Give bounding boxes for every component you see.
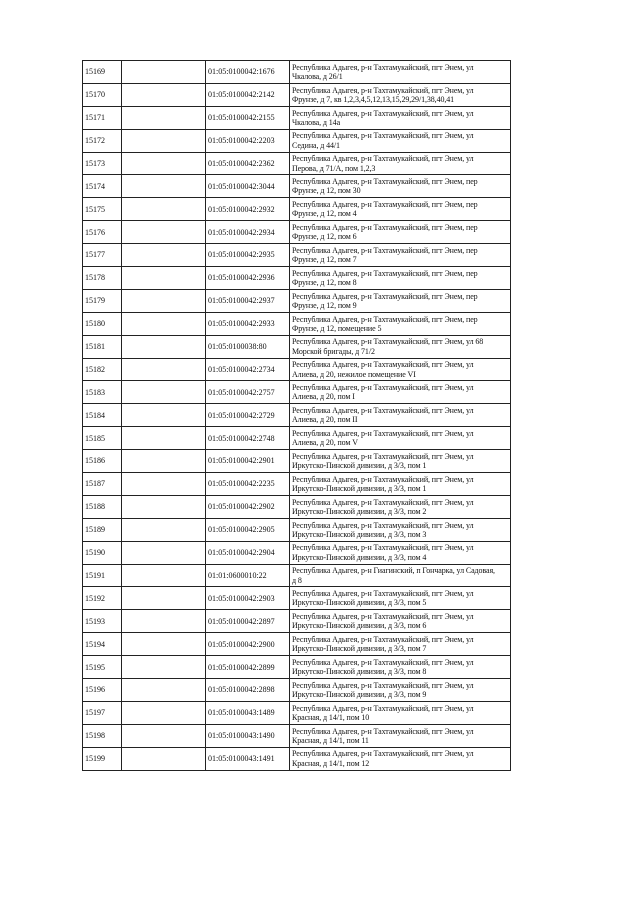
table-row xyxy=(83,747,511,770)
table-row xyxy=(83,541,511,564)
row-number-cell: 15193 xyxy=(83,610,122,633)
address-line: Республика Адыгея, р-н Тахтамукайский, пгт Энем, ул xyxy=(292,406,474,416)
address-line: Республика Адыгея, р-н Тахтамукайский, пгт Энем, ул xyxy=(292,497,474,507)
address-line: Иркутско-Пинской дивизии, д 3/3, пом 5 xyxy=(292,598,427,608)
address-line: Республика Адыгея, р-н Тахтамукайский, пгт Энем, ул xyxy=(292,154,474,164)
address-line: Фрунзе, д 12, пом 30 xyxy=(292,186,361,196)
address-line: Республика Адыгея, р-н Тахтамукайский, пгт Энем, пер xyxy=(292,222,478,232)
table-row xyxy=(83,633,511,656)
cadastral-number-cell: 01:05:0100042:2905 xyxy=(206,518,290,541)
row-number-cell: 15184 xyxy=(83,404,122,427)
empty-cell xyxy=(122,564,206,587)
empty-cell xyxy=(122,198,206,221)
table-row xyxy=(83,244,511,267)
cadastral-number-cell: 01:01:0600010:22 xyxy=(206,564,290,587)
address-line: Иркутско-Пинской дивизии, д 3/3, пом 3 xyxy=(292,529,427,539)
property-registry-table xyxy=(82,60,511,771)
table-row xyxy=(83,404,511,427)
table-row xyxy=(83,129,511,152)
address-line: Республика Адыгея, р-н Тахтамукайский, пгт Энем, пер xyxy=(292,314,478,324)
address-cell xyxy=(290,312,511,335)
table-row xyxy=(83,495,511,518)
address-line: Иркутско-Пинской дивизии, д 3/3, пом 4 xyxy=(292,552,427,562)
address-line: Фрунзе, д 7, кв 1,2,3,4,5,12,13,15,29,29/1,38,40,41 xyxy=(292,94,455,104)
table-row xyxy=(83,289,511,312)
table-row xyxy=(83,518,511,541)
address-line: Алиева, д 20, пом II xyxy=(292,415,358,425)
row-number-cell: 15185 xyxy=(83,427,122,450)
address-cell xyxy=(290,381,511,404)
address-cell xyxy=(290,701,511,724)
table-row xyxy=(83,83,511,106)
cadastral-number-cell: 01:05:0100042:2734 xyxy=(206,358,290,381)
address-line: Красная, д 14/1, пом 12 xyxy=(292,758,370,768)
address-line: Алиева, д 20, пом V xyxy=(292,438,358,448)
address-cell xyxy=(290,61,511,84)
table-row xyxy=(83,61,511,84)
table-row xyxy=(83,656,511,679)
empty-cell xyxy=(122,541,206,564)
address-cell xyxy=(290,473,511,496)
empty-cell xyxy=(122,656,206,679)
row-number-cell: 15190 xyxy=(83,541,122,564)
address-line: Иркутско-Пинской дивизии, д 3/3, пом 7 xyxy=(292,644,427,654)
cadastral-number-cell: 01:05:0100042:2936 xyxy=(206,267,290,290)
table-row xyxy=(83,724,511,747)
table-row xyxy=(83,335,511,358)
cadastral-number-cell: 01:05:0100042:2899 xyxy=(206,656,290,679)
cadastral-number-cell: 01:05:0100043:1491 xyxy=(206,747,290,770)
address-line: Республика Адыгея, р-н Тахтамукайский, пгт Энем, ул xyxy=(292,589,474,599)
empty-cell xyxy=(122,450,206,473)
address-cell xyxy=(290,747,511,770)
address-cell xyxy=(290,518,511,541)
table-row xyxy=(83,198,511,221)
address-line: Республика Адыгея, р-н Тахтамукайский, пгт Энем, ул xyxy=(292,474,474,484)
cadastral-number-cell: 01:05:0100042:2934 xyxy=(206,221,290,244)
row-number-cell: 15179 xyxy=(83,289,122,312)
table-row xyxy=(83,358,511,381)
address-line: Республика Адыгея, р-н Тахтамукайский, пгт Энем, ул xyxy=(292,635,474,645)
address-line: Алиева, д 20, пом I xyxy=(292,392,355,402)
cadastral-number-cell: 01:05:0100042:2903 xyxy=(206,587,290,610)
table-row xyxy=(83,473,511,496)
row-number-cell: 15186 xyxy=(83,450,122,473)
address-line: Республика Адыгея, р-н Тахтамукайский, пгт Энем, ул xyxy=(292,520,474,530)
empty-cell xyxy=(122,106,206,129)
empty-cell xyxy=(122,221,206,244)
cadastral-number-cell: 01:05:0100042:2904 xyxy=(206,541,290,564)
address-line: Фрунзе, д 12, пом 9 xyxy=(292,300,357,310)
cadastral-number-cell: 01:05:0100042:2155 xyxy=(206,106,290,129)
cadastral-number-cell: 01:05:0100042:1676 xyxy=(206,61,290,84)
address-line: Фрунзе, д 12, помещение 5 xyxy=(292,323,382,333)
address-line: Алиева, д 20, нежилое помещение VI xyxy=(292,369,416,379)
cadastral-number-cell: 01:05:0100042:2362 xyxy=(206,152,290,175)
address-cell xyxy=(290,175,511,198)
empty-cell xyxy=(122,244,206,267)
row-number-cell: 15195 xyxy=(83,656,122,679)
table-row xyxy=(83,610,511,633)
address-line: Красная, д 14/1, пом 10 xyxy=(292,712,370,722)
address-line: Республика Адыгея, р-н Тахтамукайский, пгт Энем, ул 68 xyxy=(292,337,484,347)
address-line: Республика Адыгея, р-н Тахтамукайский, пгт Энем, ул xyxy=(292,451,474,461)
row-number-cell: 15192 xyxy=(83,587,122,610)
address-cell xyxy=(290,495,511,518)
cadastral-number-cell: 01:05:0100042:2898 xyxy=(206,679,290,702)
empty-cell xyxy=(122,289,206,312)
address-cell xyxy=(290,610,511,633)
address-cell xyxy=(290,404,511,427)
address-line: Седина, д 44/1 xyxy=(292,140,340,150)
address-cell xyxy=(290,564,511,587)
address-line: Республика Адыгея, р-н Тахтамукайский, пгт Энем, ул xyxy=(292,680,474,690)
address-line: Фрунзе, д 12, пом 6 xyxy=(292,232,357,242)
row-number-cell: 15182 xyxy=(83,358,122,381)
cadastral-number-cell: 01:05:0100042:2748 xyxy=(206,427,290,450)
row-number-cell: 15188 xyxy=(83,495,122,518)
row-number-cell: 15197 xyxy=(83,701,122,724)
row-number-cell: 15175 xyxy=(83,198,122,221)
address-line: Иркутско-Пинской дивизии, д 3/3, пом 9 xyxy=(292,689,427,699)
address-line: Республика Адыгея, р-н Тахтамукайский, пгт Энем, ул xyxy=(292,383,474,393)
registry-table-body xyxy=(83,61,511,771)
address-line: Республика Адыгея, р-н Тахтамукайский, пгт Энем, ул xyxy=(292,360,474,370)
cadastral-number-cell: 01:05:0100042:2901 xyxy=(206,450,290,473)
address-cell xyxy=(290,129,511,152)
address-cell xyxy=(290,679,511,702)
empty-cell xyxy=(122,701,206,724)
row-number-cell: 15198 xyxy=(83,724,122,747)
address-cell xyxy=(290,724,511,747)
address-line: Республика Адыгея, р-н Тахтамукайский, пгт Энем, пер xyxy=(292,177,478,187)
address-line: Чкалова, д 26/1 xyxy=(292,71,343,81)
row-number-cell: 15170 xyxy=(83,83,122,106)
address-cell xyxy=(290,587,511,610)
address-line: Иркутско-Пинской дивизии, д 3/3, пом 2 xyxy=(292,506,427,516)
cadastral-number-cell: 01:05:0100042:2933 xyxy=(206,312,290,335)
cadastral-number-cell: 01:05:0100042:2203 xyxy=(206,129,290,152)
empty-cell xyxy=(122,518,206,541)
empty-cell xyxy=(122,633,206,656)
row-number-cell: 15172 xyxy=(83,129,122,152)
row-number-cell: 15196 xyxy=(83,679,122,702)
address-line: Республика Адыгея, р-н Гиагинский, п Гончарка, ул Садовая, xyxy=(292,566,495,576)
empty-cell xyxy=(122,495,206,518)
cadastral-number-cell: 01:05:0100042:3044 xyxy=(206,175,290,198)
row-number-cell: 15181 xyxy=(83,335,122,358)
address-cell xyxy=(290,106,511,129)
empty-cell xyxy=(122,473,206,496)
address-line: Республика Адыгея, р-н Тахтамукайский, пгт Энем, ул xyxy=(292,131,474,141)
address-cell xyxy=(290,267,511,290)
cadastral-number-cell: 01:05:0100042:2729 xyxy=(206,404,290,427)
row-number-cell: 15187 xyxy=(83,473,122,496)
row-number-cell: 15189 xyxy=(83,518,122,541)
address-line: Иркутско-Пинской дивизии, д 3/3, пом 8 xyxy=(292,667,427,677)
empty-cell xyxy=(122,610,206,633)
address-line: Республика Адыгея, р-н Тахтамукайский, пгт Энем, ул xyxy=(292,726,474,736)
table-row xyxy=(83,701,511,724)
row-number-cell: 15173 xyxy=(83,152,122,175)
table-row xyxy=(83,175,511,198)
address-line: Фрунзе, д 12, пом 7 xyxy=(292,255,357,265)
table-row xyxy=(83,679,511,702)
empty-cell xyxy=(122,358,206,381)
row-number-cell: 15183 xyxy=(83,381,122,404)
empty-cell xyxy=(122,152,206,175)
address-line: Красная, д 14/1, пом 11 xyxy=(292,735,369,745)
address-cell xyxy=(290,221,511,244)
address-line: Республика Адыгея, р-н Тахтамукайский, пгт Энем, ул xyxy=(292,612,474,622)
address-cell xyxy=(290,541,511,564)
address-line: Фрунзе, д 12, пом 8 xyxy=(292,277,357,287)
empty-cell xyxy=(122,129,206,152)
address-line: Республика Адыгея, р-н Тахтамукайский, пгт Энем, ул xyxy=(292,108,474,118)
cadastral-number-cell: 01:05:0100042:2897 xyxy=(206,610,290,633)
cadastral-number-cell: 01:05:0100042:2937 xyxy=(206,289,290,312)
address-line: Республика Адыгея, р-н Тахтамукайский, пгт Энем, ул xyxy=(292,703,474,713)
address-line: Республика Адыгея, р-н Тахтамукайский, пгт Энем, ул xyxy=(292,429,474,438)
row-number-cell: 15199 xyxy=(83,747,122,770)
table-row xyxy=(83,564,511,587)
row-number-cell: 15176 xyxy=(83,221,122,244)
address-line: Фрунзе, д 12, пом 4 xyxy=(292,209,357,219)
empty-cell xyxy=(122,267,206,290)
address-line: д 8 xyxy=(292,575,302,585)
address-cell xyxy=(290,656,511,679)
address-cell xyxy=(290,358,511,381)
address-cell xyxy=(290,289,511,312)
address-line: Республика Адыгея, р-н Тахтамукайский, пгт Энем, пер xyxy=(292,291,478,301)
address-line: Перова, д 71/А, пом 1,2,3 xyxy=(292,163,376,173)
row-number-cell: 15174 xyxy=(83,175,122,198)
address-line: Республика Адыгея, р-н Тахтамукайский, пгт Энем, ул xyxy=(292,543,474,553)
address-cell xyxy=(290,244,511,267)
table-row xyxy=(83,312,511,335)
row-number-cell: 15177 xyxy=(83,244,122,267)
empty-cell xyxy=(122,724,206,747)
address-cell xyxy=(290,633,511,656)
empty-cell xyxy=(122,404,206,427)
address-line: Республика Адыгея, р-н Тахтамукайский, пгт Энем, ул xyxy=(292,657,474,667)
address-line: Республика Адыгея, р-н Тахтамукайский, пгт Энем, пер xyxy=(292,200,478,210)
table-row xyxy=(83,267,511,290)
empty-cell xyxy=(122,427,206,450)
address-cell xyxy=(290,450,511,473)
row-number-cell: 15169 xyxy=(83,61,122,84)
row-number-cell: 15191 xyxy=(83,564,122,587)
address-line: Республика Адыгея, р-н Тахтамукайский, пгт Энем, ул xyxy=(292,62,474,72)
address-line: Республика Адыгея, р-н Тахтамукайский, пгт Энем, пер xyxy=(292,268,478,278)
cadastral-number-cell: 01:05:0100042:2935 xyxy=(206,244,290,267)
address-cell xyxy=(290,83,511,106)
address-line: Республика Адыгея, р-н Тахтамукайский, пгт Энем, ул xyxy=(292,85,474,95)
address-cell xyxy=(290,427,511,450)
table-row xyxy=(83,427,511,450)
row-number-cell: 15180 xyxy=(83,312,122,335)
cadastral-number-cell: 01:05:0100038:80 xyxy=(206,335,290,358)
empty-cell xyxy=(122,381,206,404)
address-line: Республика Адыгея, р-н Тахтамукайский, пгт Энем, пер xyxy=(292,245,478,255)
table-row xyxy=(83,381,511,404)
address-cell xyxy=(290,152,511,175)
cadastral-number-cell: 01:05:0100042:2900 xyxy=(206,633,290,656)
empty-cell xyxy=(122,747,206,770)
cadastral-number-cell: 01:05:0100042:2932 xyxy=(206,198,290,221)
table-row xyxy=(83,221,511,244)
cadastral-number-cell: 01:05:0100042:2235 xyxy=(206,473,290,496)
cadastral-number-cell: 01:05:0100043:1490 xyxy=(206,724,290,747)
row-number-cell: 15194 xyxy=(83,633,122,656)
address-line: Республика Адыгея, р-н Тахтамукайский, пгт Энем, ул xyxy=(292,749,474,759)
empty-cell xyxy=(122,679,206,702)
address-line: Иркутско-Пинской дивизии, д 3/3, пом 6 xyxy=(292,621,427,631)
address-line: Морской бригады, д 71/2 xyxy=(292,346,375,356)
address-line: Иркутско-Пинской дивизии, д 3/3, пом 1 xyxy=(292,461,427,471)
empty-cell xyxy=(122,83,206,106)
empty-cell xyxy=(122,312,206,335)
address-line: Чкалова, д 14а xyxy=(292,117,341,127)
table-row xyxy=(83,152,511,175)
address-cell xyxy=(290,198,511,221)
empty-cell xyxy=(122,175,206,198)
row-number-cell: 15171 xyxy=(83,106,122,129)
cadastral-number-cell: 01:05:0100042:2142 xyxy=(206,83,290,106)
address-line: Иркутско-Пинской дивизии, д 3/3, пом 1 xyxy=(292,483,427,493)
table-row xyxy=(83,106,511,129)
address-cell xyxy=(290,335,511,358)
cadastral-number-cell: 01:05:0100042:2902 xyxy=(206,495,290,518)
empty-cell xyxy=(122,61,206,84)
empty-cell xyxy=(122,335,206,358)
cadastral-number-cell: 01:05:0100042:2757 xyxy=(206,381,290,404)
cadastral-number-cell: 01:05:0100043:1489 xyxy=(206,701,290,724)
table-row xyxy=(83,450,511,473)
empty-cell xyxy=(122,587,206,610)
row-number-cell: 15178 xyxy=(83,267,122,290)
table-row xyxy=(83,587,511,610)
